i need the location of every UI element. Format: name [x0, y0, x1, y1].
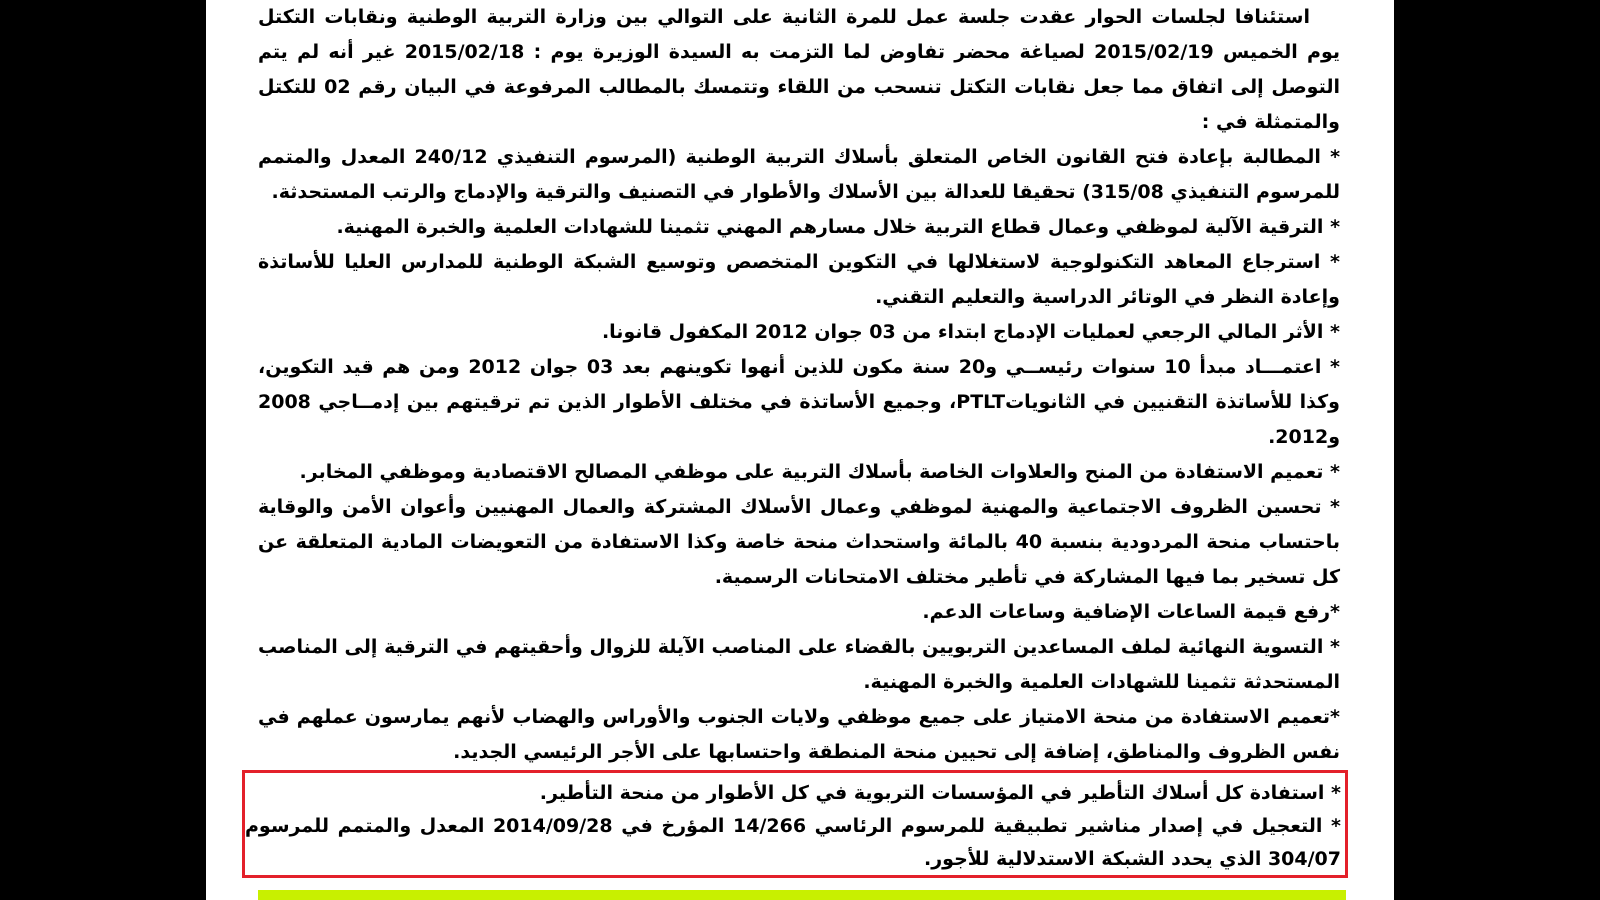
demand-item: * استرجاع المعاهد التكنولوجية لاستغلالها في التكوين المتخصص وتوسيع الشبكة الوطنية للمدارس العليا للأساتذة وإعادة النظر في الوتائر الدراسية والتعليم التقني.: [258, 251, 1340, 308]
demand-item: * تعميم الاستفادة من المنح والعلاوات الخاصة بأسلاك التربية على موظفي المصالح الاقتصادية وموظفي المخابر.: [299, 461, 1340, 483]
highlighted-item: * التعجيل في إصدار مناشير تطبيقية للمرسوم الرئاسي 14/266 المؤرخ في 2014/09/28 المعدل والمتمم للمرسوم 304/07 الذي يحدد الشبكة الاستدلالية للأجور.: [245, 815, 1341, 870]
intro-paragraph: استئنافا لجلسات الحوار عقدت جلسة عمل للمرة الثانية على التوالي بين وزارة التربية الوطنية ونقابات التكتل يوم الخميس 2015/02/19 لصياغة محضر تفاوض لما التزمت به السيدة الوزيرة يوم : 2015/02/18 غير أنه لم يتم التوصل إلى اتفاق مما جعل نقابات التكتل تنسحب من اللقاء وتتمسك بالمطالب المرفوعة في البيان رقم 02 للتكتل والمتمثلة في :: [258, 6, 1341, 133]
demand-item: * اعتمـــاد مبدأ 10 سنوات رئيســي و20 سنة مكون للذين أنهوا تكوينهم بعد 03 جوان 2012 ومن هم قيد التكوين، وكذا للأساتذة التقنيين في الثانوياتPTLT، وجميع الأساتذة في مختلف الأطوار الذين تم ترقيتهم بين إدمــاجي 2008 و2012.: [258, 356, 1340, 448]
demand-item: * التسوية النهائية لملف المساعدين التربويين بالقضاء على المناصب الآيلة للزوال وأحقيتهم في الترقية إلى المناصب المستحدثة تثمينا للشهادات العلمية والخبرة المهنية.: [258, 636, 1340, 693]
highlighted-item: * استفادة كل أسلاك التأطير في المؤسسات التربوية في كل الأطوار من منحة التأطير.: [539, 782, 1341, 804]
demand-item: *تعميم الاستفادة من منحة الامتياز على جميع موظفي ولايات الجنوب والأوراس والهضاب لأنهم يمارسون عملهم في نفس الظروف والمناطق، إضافة إلى تحيين منحة المنطقة واحتسابها على الأجر الرئيسي الجديد.: [258, 706, 1340, 763]
accent-bar: [258, 890, 1346, 900]
highlighted-demands: [245, 777, 1341, 876]
demand-item: * الأثر المالي الرجعي لعمليات الإدماج ابتداء من 03 جوان 2012 المكفول قانونا.: [601, 321, 1340, 343]
demand-item: *رفع قيمة الساعات الإضافية وساعات الدعم.: [922, 601, 1340, 623]
demand-item: * الترقية الآلية لموظفي وعمال قطاع التربية خلال مسارهم المهني تثمينا للشهادات العلمية والخبرة المهنية.: [336, 216, 1340, 238]
document-page: [206, 0, 1394, 900]
demand-item: * المطالبة بإعادة فتح القانون الخاص المتعلق بأسلاك التربية الوطنية (المرسوم التنفيذي 240/12 المعدل والمتمم للمرسوم التنفيذي 315/08) تحقيقا للعدالة بين الأسلاك والأطوار في التصنيف والترقية والإدماج والرتب المستحدثة.: [258, 146, 1340, 203]
document-body: [258, 0, 1340, 770]
highlighted-demands-box: [242, 770, 1348, 878]
demand-item: * تحسين الظروف الاجتماعية والمهنية لموظفي وعمال الأسلاك المشتركة والعمال المهنيين وأعوان الأمن والوقاية باحتساب منحة المردودية بنسبة 40 بالمائة واستحداث منحة خاصة وكذا الاستفادة من التعويضات المادية المتعلقة عن كل تسخير بما فيها المشاركة في تأطير مختلف الامتحانات الرسمية.: [258, 496, 1340, 588]
